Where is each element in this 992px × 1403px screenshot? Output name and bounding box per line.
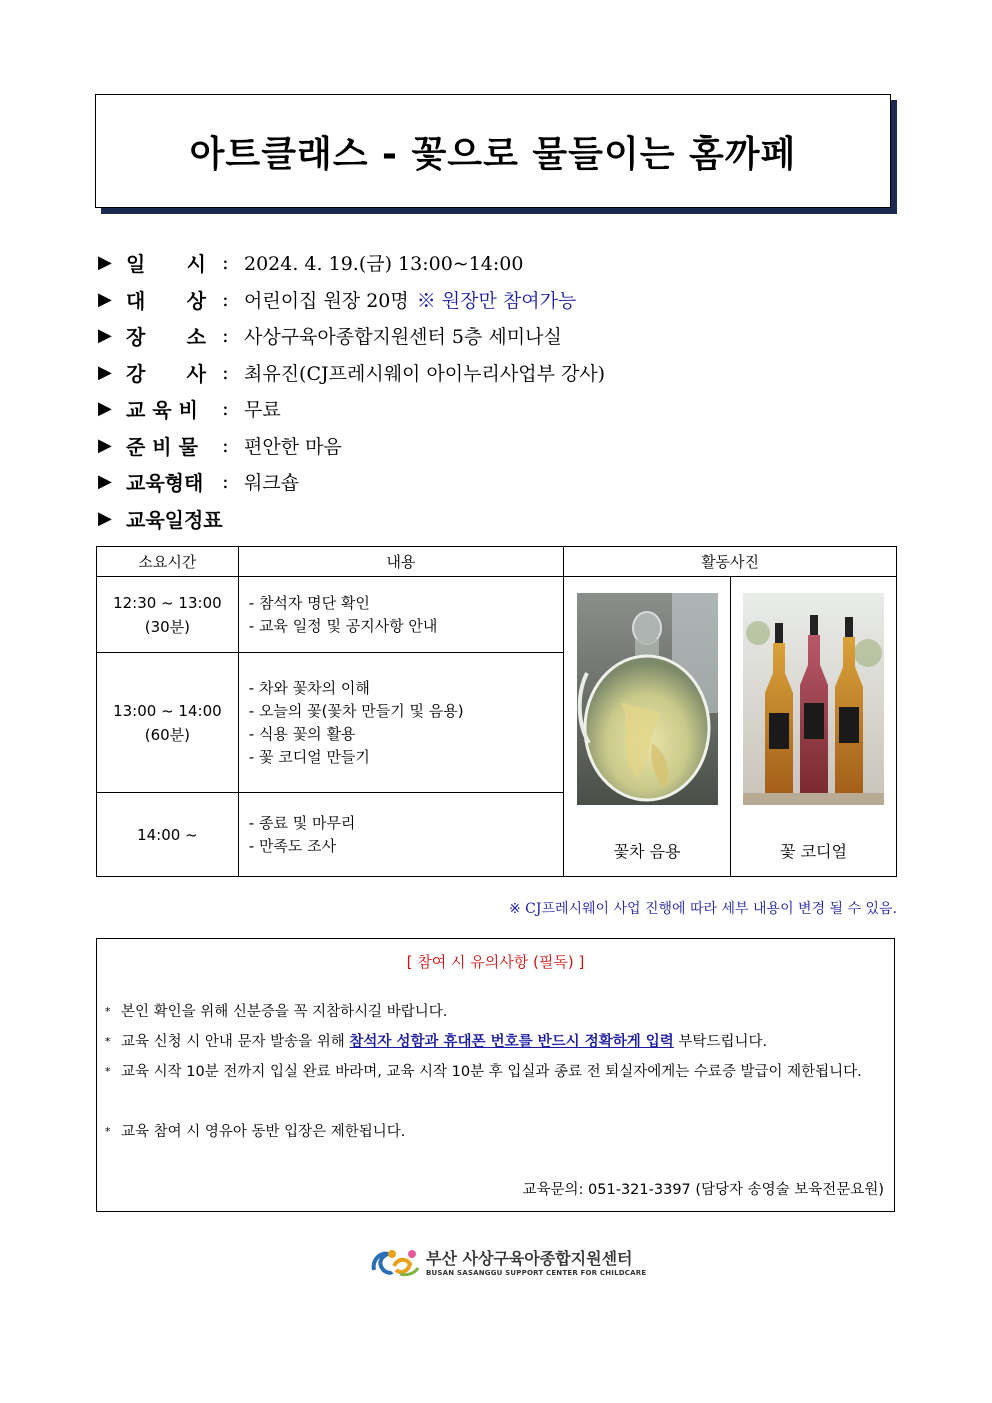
triangle-bullet-icon: ▶ (98, 470, 112, 492)
content-cell: - 차와 꽃차의 이해 - 오늘의 꽃(꽃차 만들기 및 음용) - 식용 꽃의 활용 - 꽃 코디얼 만들기 (238, 653, 563, 793)
flower-cordial-bottles-photo (743, 593, 884, 805)
info-value: 무료 (244, 398, 281, 421)
schedule-table (96, 546, 897, 877)
triangle-bullet-icon: ▶ (98, 324, 112, 346)
photo-cell-flower-tea (564, 577, 731, 877)
info-note: ※ 원장만 참여가능 (416, 289, 577, 312)
caution-item: * 교육 시작 10분 전까지 입실 완료 바라며, 교육 시작 10분 후 입실과 종료 전 퇴실자에게는 수료증 발급이 제한됩니다. (105, 1057, 890, 1087)
info-row-date: ▶ 일 시 : 2024. 4. 19.(금) 13:00~14:00 (98, 247, 523, 277)
info-value: 최유진(CJ프레시웨이 아이누리사업부 강사) (244, 362, 606, 385)
table-row (97, 577, 897, 653)
info-value: 2024. 4. 19.(금) 13:00~14:00 (244, 252, 524, 275)
info-row-target: ▶ 대 상 : 어린이집 원장 20명 ※ 원장만 참여가능 (98, 284, 576, 314)
info-value: 사상구육아종합지원센터 5층 세미나실 (244, 325, 562, 348)
triangle-bullet-icon: ▶ (98, 251, 112, 273)
org-name-english: BUSAN SASANGGU SUPPORT CENTER FOR CHILDCARE (426, 1268, 647, 1277)
content-cell: - 참석자 명단 확인 - 교육 일정 및 공지사항 안내 (238, 577, 563, 653)
info-row-schedule-heading (98, 503, 223, 533)
info-label: 교육형태 (126, 470, 204, 495)
caution-item: * 교육 신청 시 안내 문자 발송을 위해 참석자 성함과 휴대폰 번호를 반드시 정확하게 입력 부탁드립니다. (105, 1027, 890, 1057)
info-label: 일 시 (126, 251, 206, 276)
info-row-fee: ▶ 교 육 비 : 무료 (98, 393, 281, 423)
photo-caption: 꽃차 음용 (613, 842, 681, 861)
caution-item: * 교육 참여 시 영유아 동반 입장은 제한됩니다. (105, 1117, 890, 1147)
time-cell: 13:00 ~ 14:00 (60분) (97, 653, 239, 793)
info-row-place: ▶ 장 소 : 사상구육아종합지원센터 5층 세미나실 (98, 320, 562, 350)
time-cell: 12:30 ~ 13:00 (30분) (97, 577, 239, 653)
center-logo-icon (370, 1244, 422, 1278)
emphasis-text: 참석자 성함과 휴대폰 번호를 반드시 정확하게 입력 (349, 1034, 674, 1050)
info-label: 교 육 비 (126, 397, 198, 422)
triangle-bullet-icon: ▶ (98, 288, 112, 310)
triangle-bullet-icon: ▶ (98, 434, 112, 456)
triangle-bullet-icon: ▶ (98, 361, 112, 383)
time-cell: 14:00 ~ (97, 793, 239, 877)
asterisk-bullet-icon: * (105, 1005, 111, 1018)
asterisk-bullet-icon: * (105, 1065, 111, 1078)
header-duration: 소요시간 (97, 547, 239, 577)
footer (370, 1244, 646, 1278)
info-label: 대 상 (126, 288, 206, 313)
info-row-supplies: ▶ 준 비 물 : 편안한 마음 (98, 430, 342, 460)
info-label: 강 사 (126, 361, 206, 386)
info-label: 교육일정표 (126, 507, 223, 532)
content-cell: - 종료 및 마무리 - 만족도 조사 (238, 793, 563, 877)
info-value: 워크숍 (244, 471, 300, 494)
asterisk-bullet-icon: * (105, 1035, 111, 1048)
header-content: 내용 (238, 547, 563, 577)
change-note: ※ CJ프레시웨이 사업 진행에 따라 세부 내용이 변경 될 수 있음. (508, 901, 897, 917)
table-header-row (97, 547, 897, 577)
page-title: 아트클래스 - 꽃으로 물들이는 홈까페 (189, 133, 797, 175)
org-name: 부산 사상구육아종합지원센터 (426, 1248, 633, 1268)
title-box (95, 94, 891, 208)
caution-title: [ 참여 시 유의사항 (필독) ] (406, 953, 585, 971)
photo-cell-cordial (731, 577, 897, 877)
flower-tea-teapot-photo (577, 593, 718, 805)
triangle-bullet-icon: ▶ (98, 397, 112, 419)
info-label: 준 비 물 (126, 434, 198, 459)
contact-info: 교육문의: 051-321-3397 (담당자 송영술 보육전문요원) (522, 1182, 884, 1198)
caution-box (96, 938, 895, 1212)
photo-caption: 꽃 코디얼 (780, 842, 847, 861)
info-row-instructor: ▶ 강 사 : 최유진(CJ프레시웨이 아이누리사업부 강사) (98, 357, 605, 387)
info-row-format: ▶ 교육형태 : 워크숍 (98, 466, 299, 496)
triangle-bullet-icon: ▶ (98, 507, 112, 529)
info-value: 어린이집 원장 20명 (244, 289, 409, 312)
header-photos: 활동사진 (564, 547, 897, 577)
caution-item: * 본인 확인을 위해 신분증을 꼭 지참하시길 바랍니다. (105, 997, 890, 1027)
info-label: 장 소 (126, 324, 206, 349)
asterisk-bullet-icon: * (105, 1125, 111, 1138)
info-value: 편안한 마음 (244, 435, 342, 458)
